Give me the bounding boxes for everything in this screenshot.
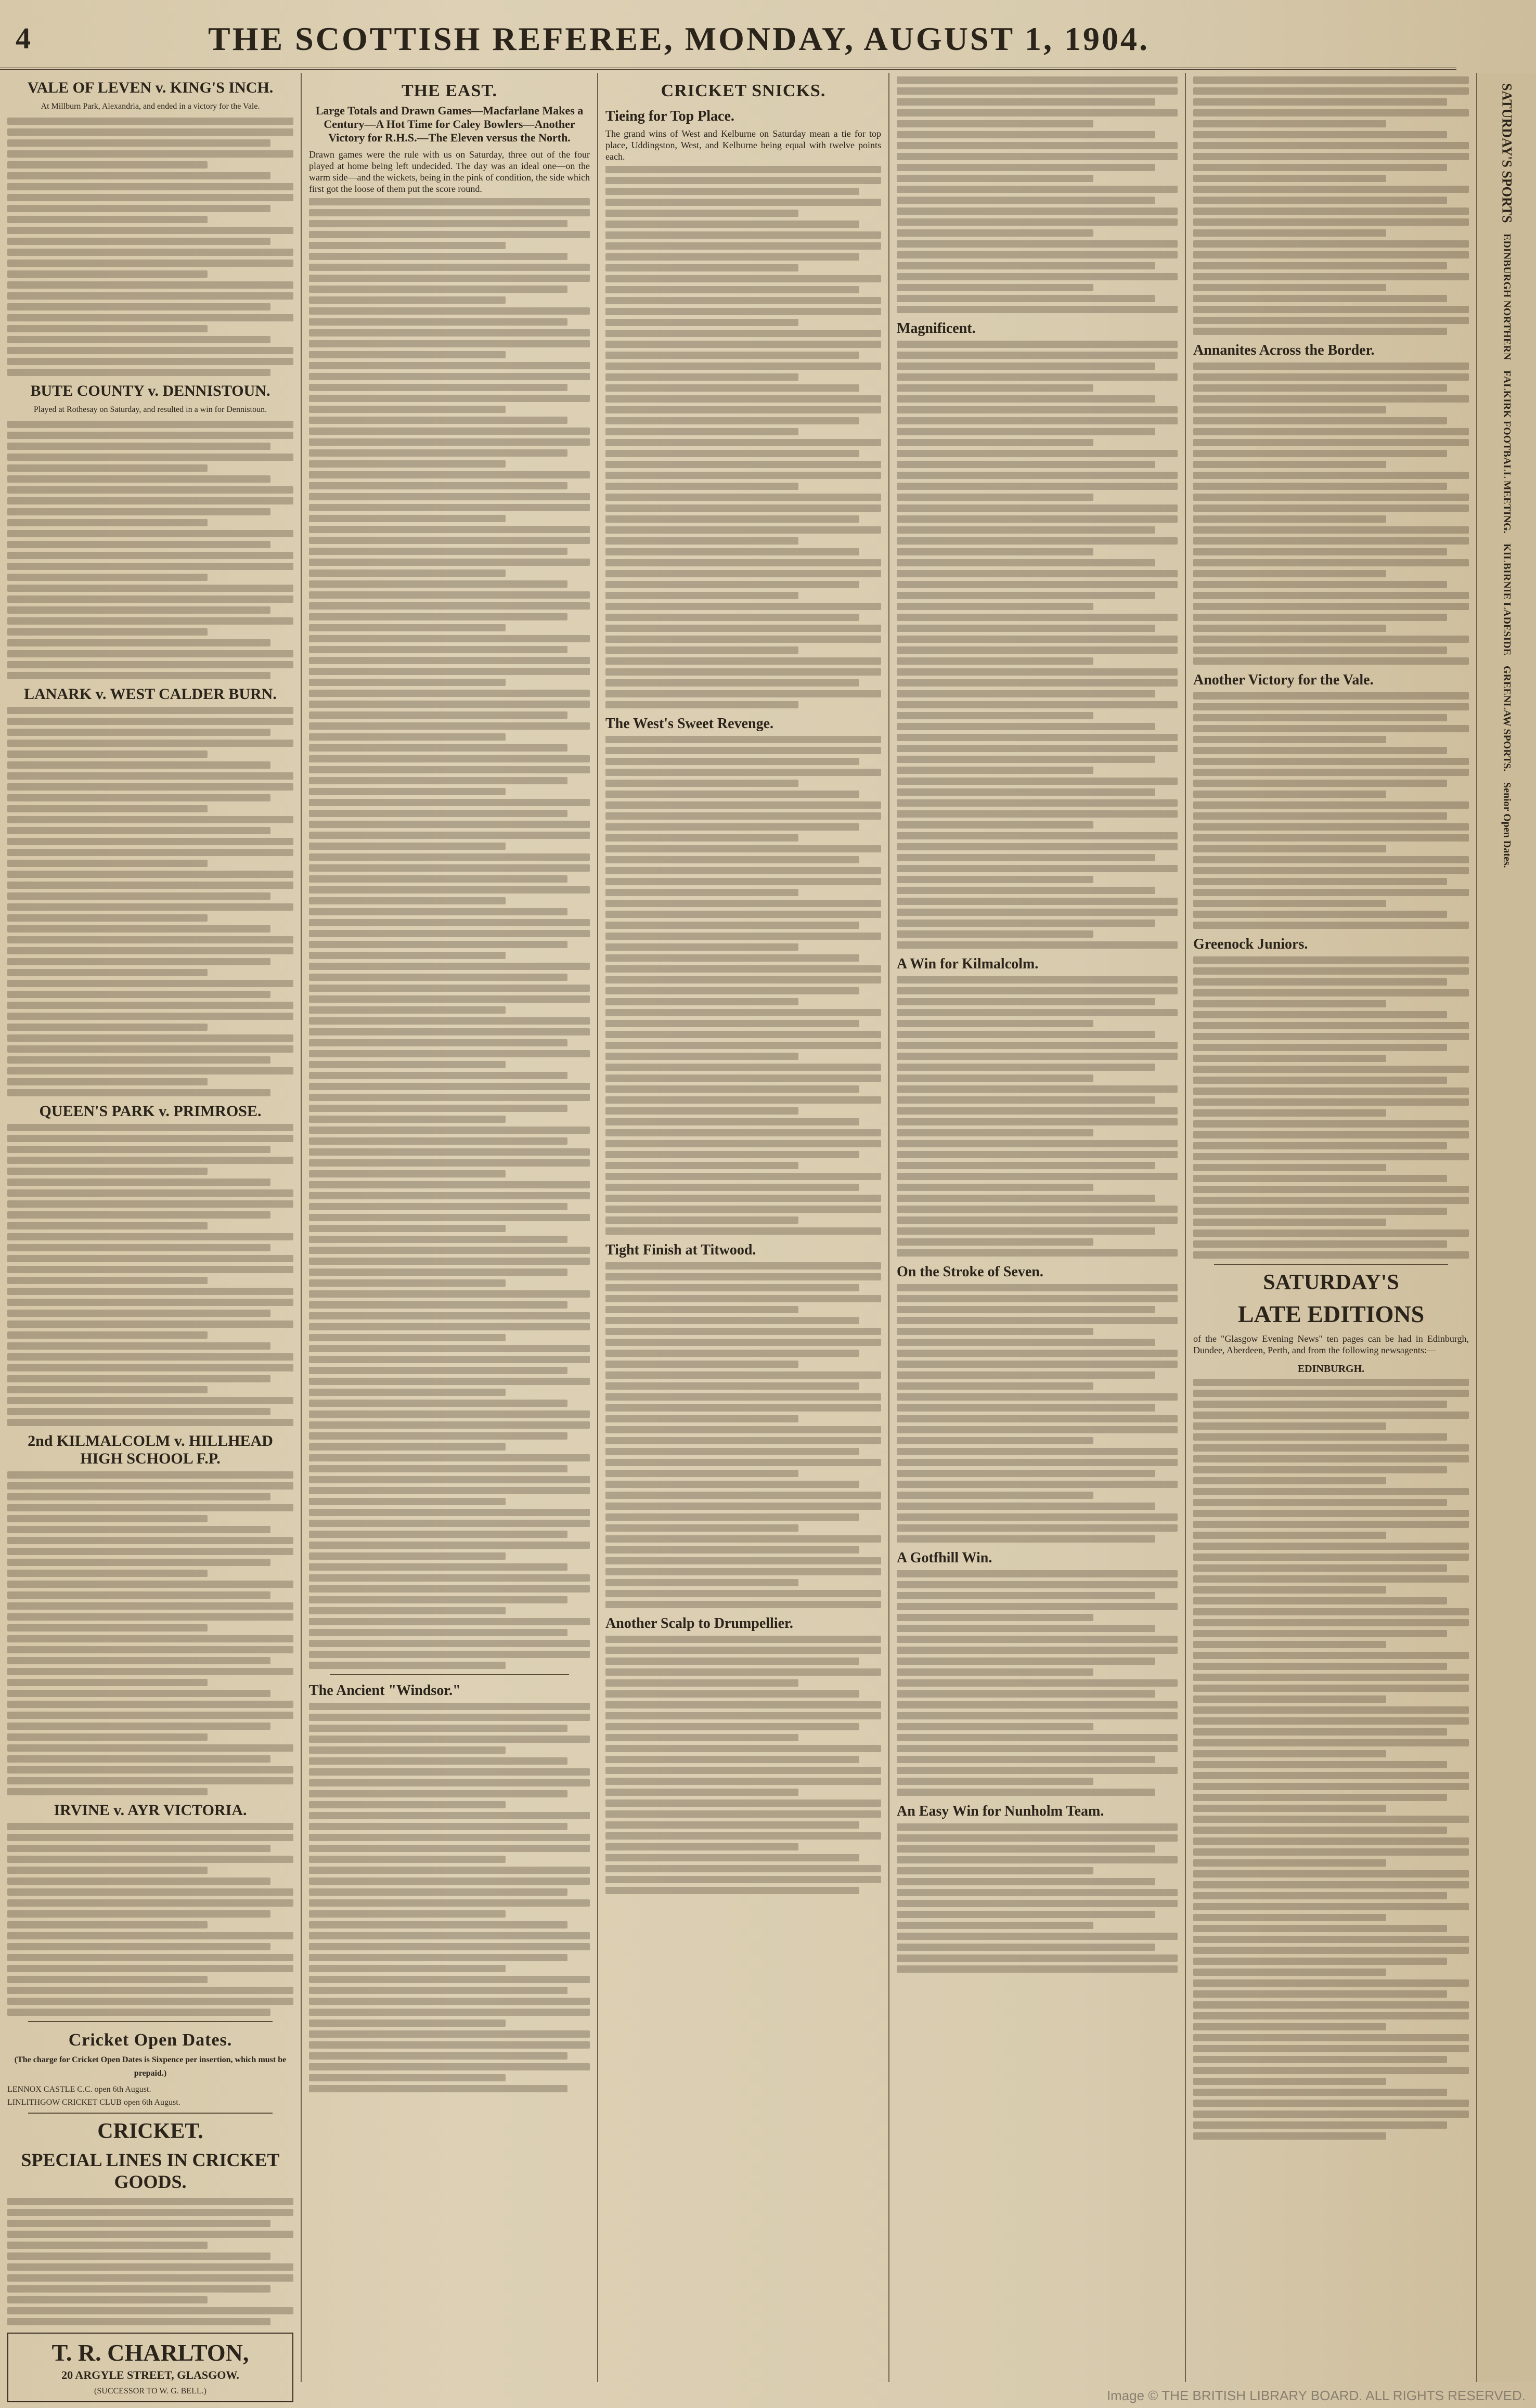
subheading: (The charge for Cricket Open Dates is Sixpence per insertion, which must be prepaid.)	[14, 2055, 287, 2078]
article-text	[1193, 692, 1469, 929]
article-text	[605, 1636, 881, 1894]
match-report-text	[7, 1124, 293, 1426]
article-text	[897, 1823, 1178, 1973]
match-report-text	[7, 1823, 293, 2016]
column-1	[0, 73, 302, 2396]
heading-greenock-juniors: Greenock Juniors.	[1193, 936, 1308, 952]
article-text	[897, 341, 1178, 949]
heading-vale-victory: Another Victory for the Vale.	[1193, 672, 1374, 688]
ad-business-name: T. R. CHARLTON,	[51, 2339, 249, 2366]
article-text	[1193, 363, 1469, 665]
heading-senior-open-dates: Senior Open Dates.	[1501, 782, 1513, 868]
article-text	[605, 1262, 881, 1608]
heading-edinburgh-northern: EDINBURGH NORTHERN	[1501, 233, 1513, 360]
column-5	[1186, 73, 1477, 2382]
heading-bute-dennistoun: BUTE COUNTY v. DENNISTOUN.	[30, 382, 270, 399]
article-text	[1193, 76, 1469, 335]
heading-gotfhill: A Gotfhill Win.	[897, 1550, 992, 1566]
heading-stroke-of-seven: On the Stroke of Seven.	[897, 1264, 1043, 1280]
heading-saturdays-sports: SATURDAY'S SPORTS	[1499, 83, 1515, 223]
newsagent-list	[1193, 1379, 1469, 2140]
heading-queens-park: QUEEN'S PARK v. PRIMROSE.	[39, 1103, 262, 1120]
late-editions-intro: of the "Glasgow Evening News" ten pages can be had in Edinburgh, Dundee, Aberdeen, Perth, and from the following newsagents:—	[1193, 1334, 1469, 1355]
heading-tieing: Tieing for Top Place.	[605, 108, 734, 124]
heading-kilmalcolm-win: A Win for Kilmalcolm.	[897, 956, 1039, 972]
subheading-the-east: Large Totals and Drawn Games—Macfarlane Makes a Century—A Hot Time for Caley Bowlers—Another Victory for R.H.S.—The Eleven versus the North.	[315, 104, 584, 144]
heading-magnificent: Magnificent.	[897, 320, 976, 336]
heading-the-east: THE EAST.	[401, 81, 498, 100]
scorecard-text	[7, 421, 293, 679]
heading-late-editions: LATE EDITIONS	[1237, 1301, 1425, 1327]
column-6-cropped	[1477, 73, 1536, 2382]
heading-irvine: IRVINE v. AYR VICTORIA.	[54, 1802, 247, 1819]
ad-heading-cricket: CRICKET.	[97, 2119, 203, 2143]
article-text	[897, 1570, 1178, 1796]
heading-windsor: The Ancient "Windsor."	[309, 1682, 461, 1699]
article-text	[309, 198, 590, 1669]
open-date-lennox: LENNOX CASTLE C.C. open 6th August.	[7, 2085, 151, 2094]
image-credit: Image © THE BRITISH LIBRARY BOARD. ALL RIGHTS RESERVED.	[1106, 2388, 1526, 2403]
heading-greenlaw: GREENLAW SPORTS.	[1501, 666, 1513, 772]
article-paragraph: The grand wins of West and Kelburne on Saturday mean a tie for top place, Uddingston, West, and Kelburne being equal with twelve points each.	[605, 128, 881, 162]
heading-cricket-snicks: CRICKET SNICKS.	[661, 81, 826, 100]
article-text	[897, 76, 1178, 313]
masthead	[0, 0, 1456, 70]
article-text	[897, 1284, 1178, 1543]
divider	[28, 2113, 273, 2114]
heading-saturdays: SATURDAY'S	[1263, 1271, 1399, 1294]
divider	[330, 1674, 569, 1675]
ad-successor: (SUCCESSOR TO W. G. BELL.)	[94, 2387, 206, 2396]
article-text	[1193, 956, 1469, 1259]
subheading: Played at Rothesay on Saturday, and resulted in a win for Dennistoun.	[33, 405, 267, 414]
divider	[1214, 1264, 1448, 1265]
ad-special-lines: SPECIAL LINES IN CRICKET GOODS.	[21, 2150, 280, 2192]
scorecard-text	[7, 118, 293, 376]
advertisement-charlton	[7, 2333, 293, 2402]
match-report-text	[7, 707, 293, 1096]
heading-cricket-open-dates: Cricket Open Dates.	[68, 2030, 233, 2050]
article-text	[897, 976, 1178, 1257]
ad-text	[7, 2198, 293, 2325]
article-text	[605, 166, 881, 708]
heading-vale-kings-inch: VALE OF LEVEN v. KING'S INCH.	[27, 79, 274, 96]
article-text	[309, 1703, 590, 2092]
page-title: THE SCOTTISH REFEREE, MONDAY, AUGUST 1, 1904.	[208, 20, 1150, 57]
heading-falkirk: FALKIRK FOOTBALL MEETING.	[1501, 370, 1513, 534]
column-2	[302, 73, 598, 2382]
heading-kilmalcolm: 2nd KILMALCOLM v. HILLHEAD HIGH SCHOOL F.P.	[28, 1432, 273, 1467]
heading-tight-finish: Tight Finish at Titwood.	[605, 1242, 756, 1258]
heading-wests-revenge: The West's Sweet Revenge.	[605, 716, 773, 732]
match-report-text	[7, 1471, 293, 1795]
heading-kilbirnie: KILBIRNIE LADESIDE	[1501, 543, 1513, 656]
column-4	[889, 73, 1186, 2382]
column-3	[598, 73, 889, 2382]
divider	[28, 2021, 273, 2022]
heading-edinburgh: EDINBURGH.	[1297, 1363, 1365, 1375]
heading-annanites: Annanites Across the Border.	[1193, 342, 1375, 358]
article-text	[605, 736, 881, 1235]
page-number: 4	[16, 21, 31, 55]
heading-nunholm: An Easy Win for Nunholm Team.	[897, 1803, 1104, 1819]
ad-address: 20 ARGYLE STREET, GLASGOW.	[61, 2368, 239, 2381]
subheading: At Millburn Park, Alexandria, and ended in a victory for the Vale.	[41, 102, 260, 111]
heading-drumpellier: Another Scalp to Drumpellier.	[605, 1615, 793, 1632]
article-paragraph: Drawn games were the rule with us on Saturday, three out of the four played at home being left undecided. The day was an ideal one—on the warm side—and the wickets, being in the pink of condition, the side which first got the loose of them put the score round.	[309, 149, 590, 194]
open-date-linlithgow: LINLITHGOW CRICKET CLUB open 6th August.	[7, 2098, 180, 2107]
heading-lanark: LANARK v. WEST CALDER BURN.	[24, 685, 277, 703]
